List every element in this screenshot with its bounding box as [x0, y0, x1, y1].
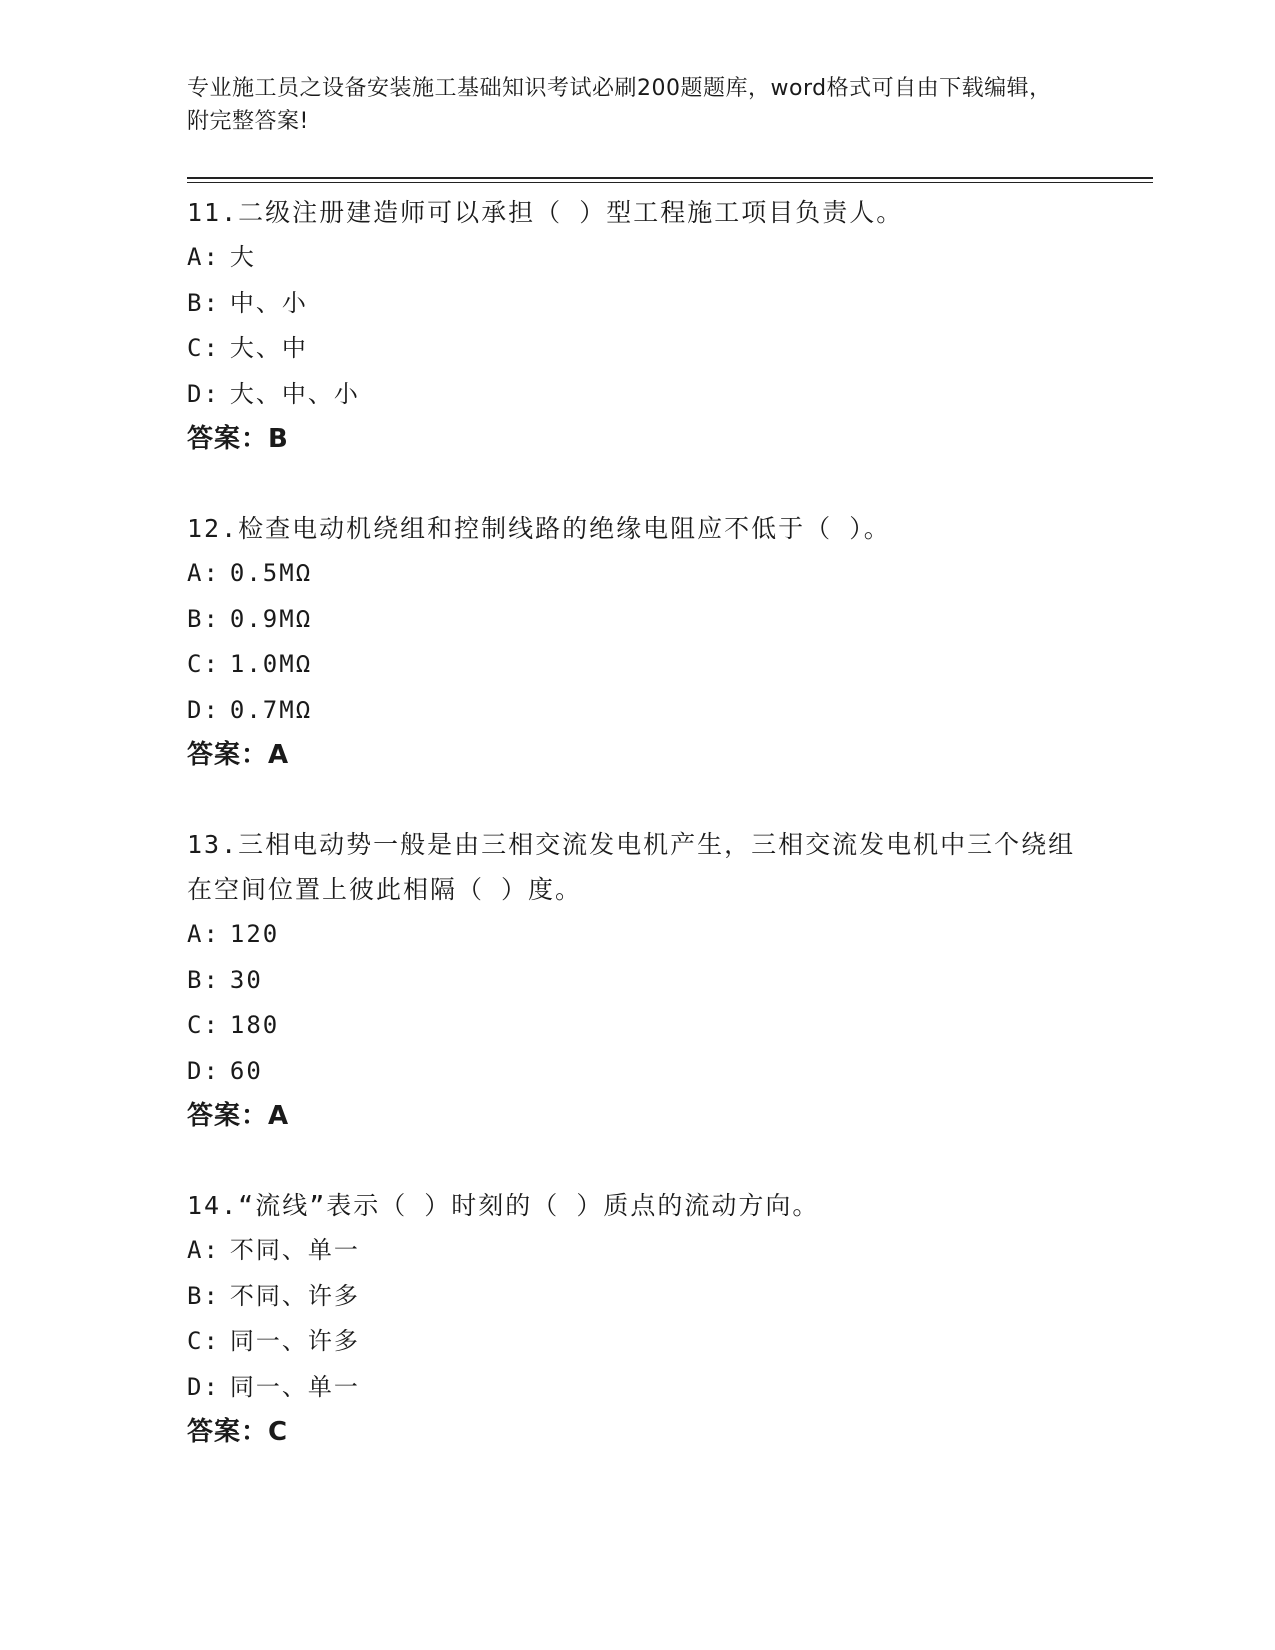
option-text: 同一、单一: [229, 1372, 360, 1401]
option-a: [187, 912, 1087, 958]
option-separator: :: [203, 604, 220, 633]
option-text: 120: [229, 920, 280, 948]
option-b: [187, 1274, 1087, 1320]
question-text: 12.检查电动机绕组和控制线路的绝缘电阻应不低于（ ）。: [187, 514, 891, 543]
option-a: [187, 551, 1087, 597]
option-letter: C: [187, 334, 204, 362]
option-c: [187, 1003, 1087, 1049]
option-letter: C: [187, 1327, 204, 1355]
option-separator: :: [203, 965, 220, 994]
option-b: [187, 281, 1087, 327]
header-rule-thick: [187, 177, 1153, 179]
option-separator: :: [203, 334, 220, 362]
option-text: 60: [229, 1056, 263, 1085]
option-separator: :: [203, 1281, 220, 1310]
answer-label: 答案：A: [187, 1101, 290, 1131]
option-c: [187, 642, 1087, 688]
option-c: [187, 326, 1087, 372]
option-separator: :: [203, 559, 220, 587]
option-text: 0.9MΩ: [229, 604, 313, 633]
option-letter: B: [187, 288, 204, 317]
option-letter: A: [187, 559, 204, 587]
option-letter: B: [187, 604, 204, 633]
question-14: [187, 1183, 1087, 1455]
option-letter: D: [187, 379, 204, 408]
option-b: [187, 597, 1087, 643]
option-separator: :: [203, 1327, 220, 1355]
question-text: 14.“流线”表示（ ）时刻的（ ）质点的流动方向。: [187, 1191, 820, 1220]
option-letter: B: [187, 965, 204, 994]
option-letter: A: [187, 1236, 204, 1264]
option-separator: :: [203, 1372, 220, 1401]
question-13: [187, 822, 1087, 1139]
option-d: [187, 372, 1087, 418]
option-text: 1.0MΩ: [229, 650, 313, 678]
option-text: 不同、单一: [229, 1236, 360, 1264]
option-letter: C: [187, 1011, 204, 1039]
option-separator: :: [203, 1056, 220, 1085]
question-list: [187, 190, 1087, 1499]
option-separator: :: [203, 379, 220, 408]
option-separator: :: [203, 1236, 220, 1264]
option-letter: A: [187, 243, 204, 271]
option-d: [187, 1049, 1087, 1095]
option-c: [187, 1319, 1087, 1365]
option-b: [187, 958, 1087, 1004]
option-text: 同一、许多: [229, 1327, 360, 1355]
option-text: 大、中、小: [229, 379, 360, 408]
option-letter: D: [187, 1056, 204, 1085]
option-letter: A: [187, 920, 204, 948]
option-separator: :: [203, 920, 220, 948]
option-letter: B: [187, 1281, 204, 1310]
answer-label: 答案：C: [187, 1417, 289, 1447]
option-letter: D: [187, 1372, 204, 1401]
answer-label: 答案：B: [187, 424, 289, 454]
option-separator: :: [203, 243, 220, 271]
option-separator: :: [203, 695, 220, 724]
option-separator: :: [203, 1011, 220, 1039]
option-text: 中、小: [229, 288, 308, 317]
option-separator: :: [203, 288, 220, 317]
option-text: 180: [229, 1011, 280, 1039]
option-text: 大: [229, 243, 256, 271]
option-text: 大、中: [229, 334, 308, 362]
header-rule-thin: [187, 182, 1153, 183]
option-text: 不同、许多: [229, 1281, 360, 1310]
answer-label: 答案：A: [187, 740, 290, 770]
option-text: 0.7MΩ: [229, 695, 313, 724]
option-text: 0.5MΩ: [229, 559, 313, 587]
option-text: 30: [229, 965, 263, 994]
question-11: [187, 190, 1087, 462]
question-text: 11.二级注册建造师可以承担（ ）型工程施工项目负责人。: [187, 198, 904, 227]
option-separator: :: [203, 650, 220, 678]
option-letter: D: [187, 695, 204, 724]
option-letter: C: [187, 650, 204, 678]
document-header: 专业施工员之设备安装施工基础知识考试必刷200题题库，word格式可自由下载编辑，附完整答案!: [187, 76, 1052, 134]
option-a: [187, 1228, 1087, 1274]
option-d: [187, 688, 1087, 734]
question-12: [187, 506, 1087, 778]
option-d: [187, 1365, 1087, 1411]
option-a: [187, 235, 1087, 281]
question-text: 13.三相电动势一般是由三相交流发电机产生，三相交流发电机中三个绕组在空间位置上彼此相隔（ ）度。: [187, 830, 1076, 904]
